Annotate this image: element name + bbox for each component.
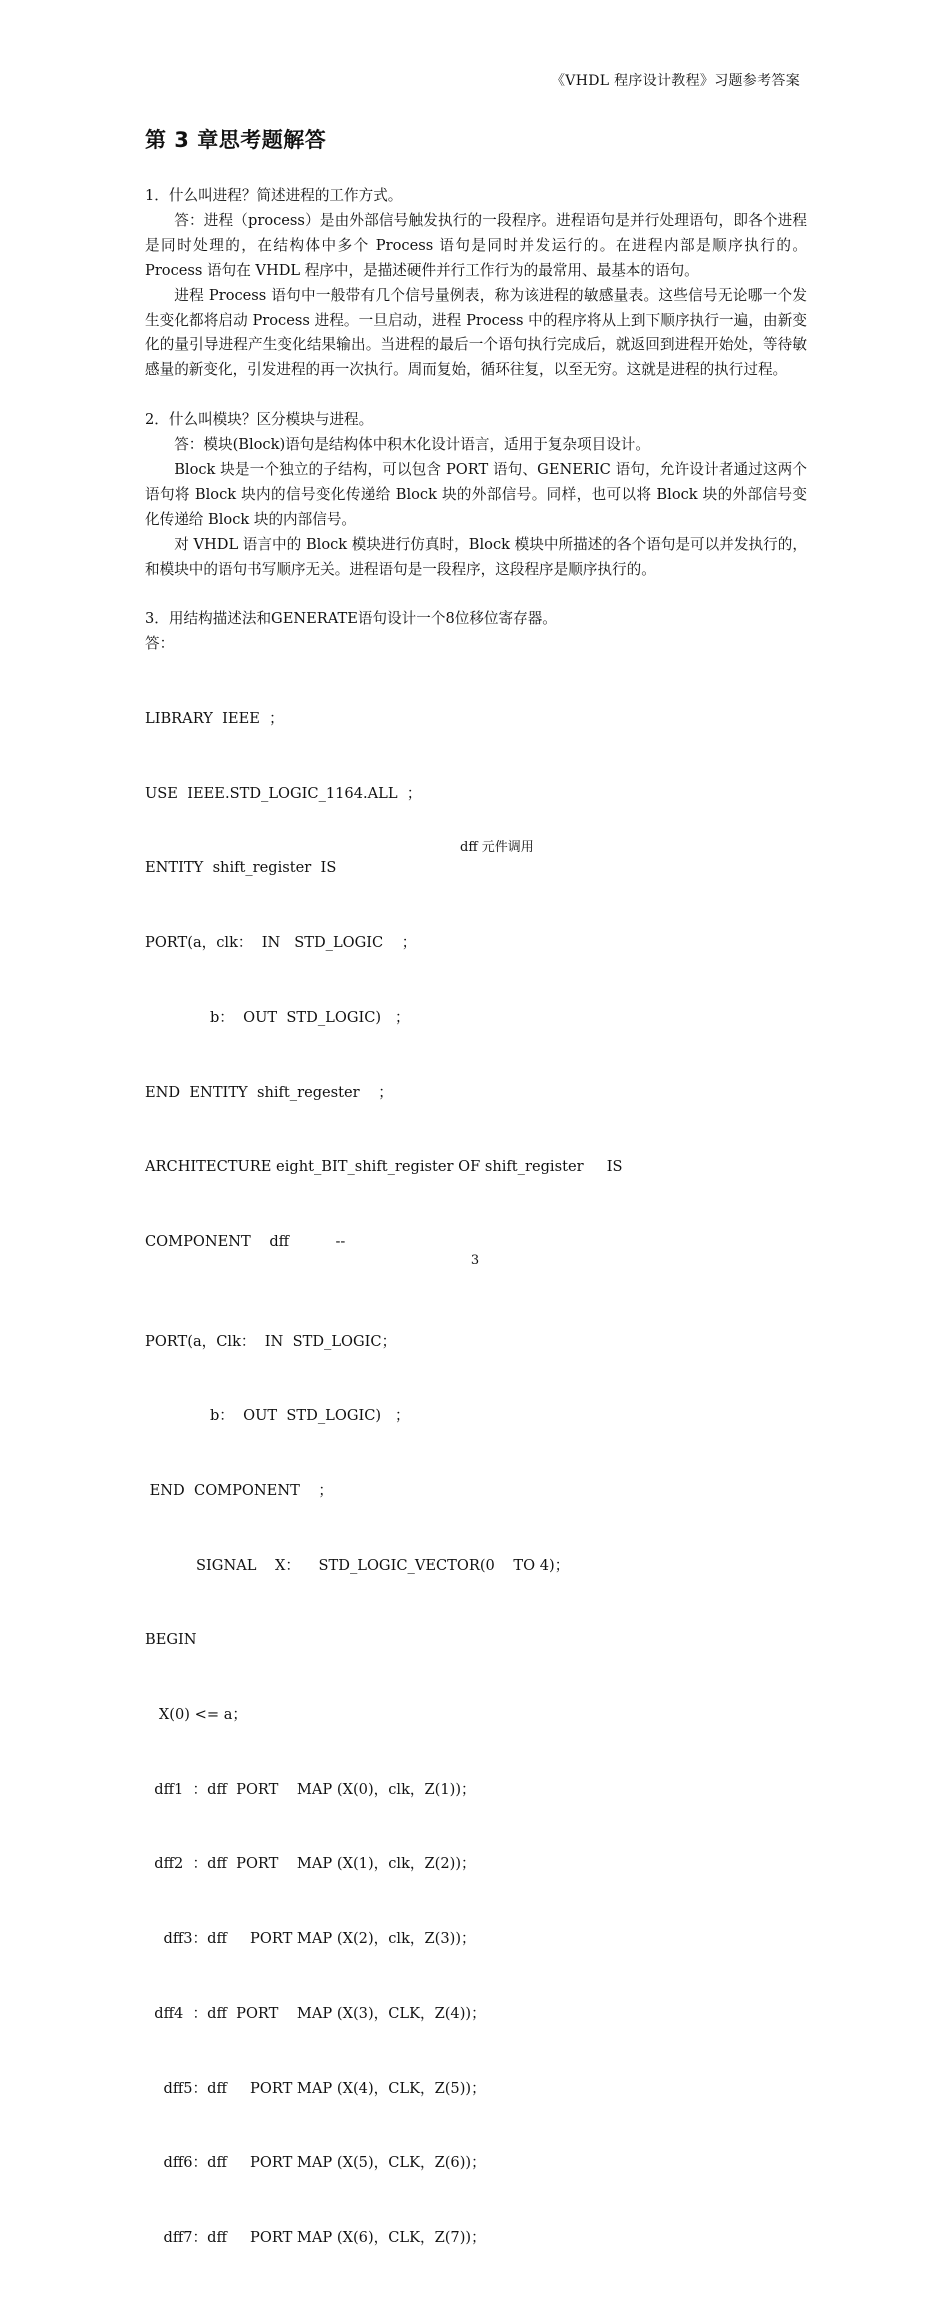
question-1-answer-paragraph-2: 进程 Process 语句中一般带有几个信号量例表，称为该进程的敏感量表。这些信号无论哪一个发生变化都将启动 Process 进程。一旦启动，进程 Process 中的程序将从上到下顺序执行一遍，由新变化的量引导进程产生变化结果输出。当进程的最后一个语句执行完成后，就返回到进程开始处，等待敏感量的新变化，引发进程的再一次执行。周而复始，循环往复，以至无穷。这就是进程的执行过程。 [145, 286, 807, 379]
code-line: ARCHITECTURE eight_BIT_shift_register OF shift_register IS [145, 1158, 623, 1176]
code-line: b： OUT STD_LOGIC) ； [145, 1008, 410, 1026]
chapter-title: 第 3 章思考题解答 [145, 128, 327, 152]
question-1-answer-paragraph-1: 答：进程（process）是由外部信号触发执行的一段程序。进程语句是并行处理语句，即各个进程是同时处理的，在结构体中多个 Process 语句是同时并发运行的。在进程内部是顺序执行的。Process 语句在 VHDL 程序中，是描述硬件并行工作行为的最常用、最基本的语句。 [145, 211, 807, 279]
question-2-answer-paragraph-2: Block 块是一个独立的子结构，可以包含 PORT 语句、GENERIC 语句，允许设计者通过这两个语句将 Block 块内的信号变化传递给 Block 块的外部信号。同样，也可以将 Block 块的外部信号变化传递给 Block 块的内部信号。 [145, 460, 807, 528]
code-line: SIGNAL X： STD_LOGIC_VECTOR(0 TO 4)； [145, 1556, 570, 1574]
question-1-heading: 1．什么叫进程？简述进程的工作方式。 [145, 187, 403, 204]
code-line: b： OUT STD_LOGIC) ； [145, 1407, 410, 1425]
code-line: USE IEEE.STD_LOGIC_1164.ALL ； [145, 784, 422, 802]
page-number: 3 [470, 1253, 480, 1268]
code-line: dff2 ：dff PORT MAP (X(1)，clk，Z(2))； [145, 1855, 476, 1873]
code-line: PORT(a，clk： IN STD_LOGIC ； [145, 934, 417, 952]
code-line: PORT(a，Clk： IN STD_LOGIC； [145, 1332, 397, 1350]
code-line: ENTITY shift_register IS [145, 859, 337, 877]
code-line: dff6：dff PORT MAP (X(5)，CLK，Z(6))； [145, 2154, 486, 2172]
question-2-heading: 2．什么叫模块？区分模块与进程。 [145, 411, 374, 429]
code-line: COMPONENT dff -- [145, 1232, 346, 1250]
code-line: dff5：dff PORT MAP (X(4)，CLK，Z(5))； [145, 2079, 486, 2097]
running-header: 《VHDL 程序设计教程》习题参考答案 [551, 73, 800, 89]
code-line: dff7：dff PORT MAP (X(6)，CLK，Z(7))； [145, 2228, 486, 2246]
question-3-answer-label: 答： [145, 635, 175, 653]
main-content [145, 184, 807, 2301]
question-3-heading: 3．用结构描述法和GENERATE语句设计一个8位移位寄存器。 [145, 610, 557, 628]
spacer [145, 383, 807, 408]
code-comment-note: dff 元件调用 [460, 840, 534, 856]
code-line: X(0) <= a； [145, 1706, 248, 1724]
code-line: END COMPONENT ； [145, 1481, 333, 1499]
question-2-answer-paragraph-3: 对 VHDL 语言中的 Block 模块进行仿真时，Block 模块中所描述的各个语句是可以并发执行的，和模块中的语句书写顺序无关。进程语句是一段程序，这段程序是顺序执行的。 [145, 535, 807, 578]
question-2-answer-paragraph-1: 答：模块(Block)语句是结构体中积木化设计语言，适用于复杂项目设计。 [174, 436, 650, 454]
code-line: BEGIN [145, 1631, 197, 1649]
vhdl-code-block [145, 657, 807, 2300]
code-line: LIBRARY IEEE ； [145, 710, 284, 727]
spacer [145, 582, 807, 607]
code-line: END ENTITY shift_regester ； [145, 1083, 393, 1101]
code-line: dff3：dff PORT MAP (X(2)，clk，Z(3))； [145, 1930, 476, 1948]
code-line: dff4 ：dff PORT MAP (X(3)，CLK，Z(4))； [145, 2004, 486, 2022]
code-line: dff1 ：dff PORT MAP (X(0)，clk，Z(1))； [145, 1780, 476, 1798]
